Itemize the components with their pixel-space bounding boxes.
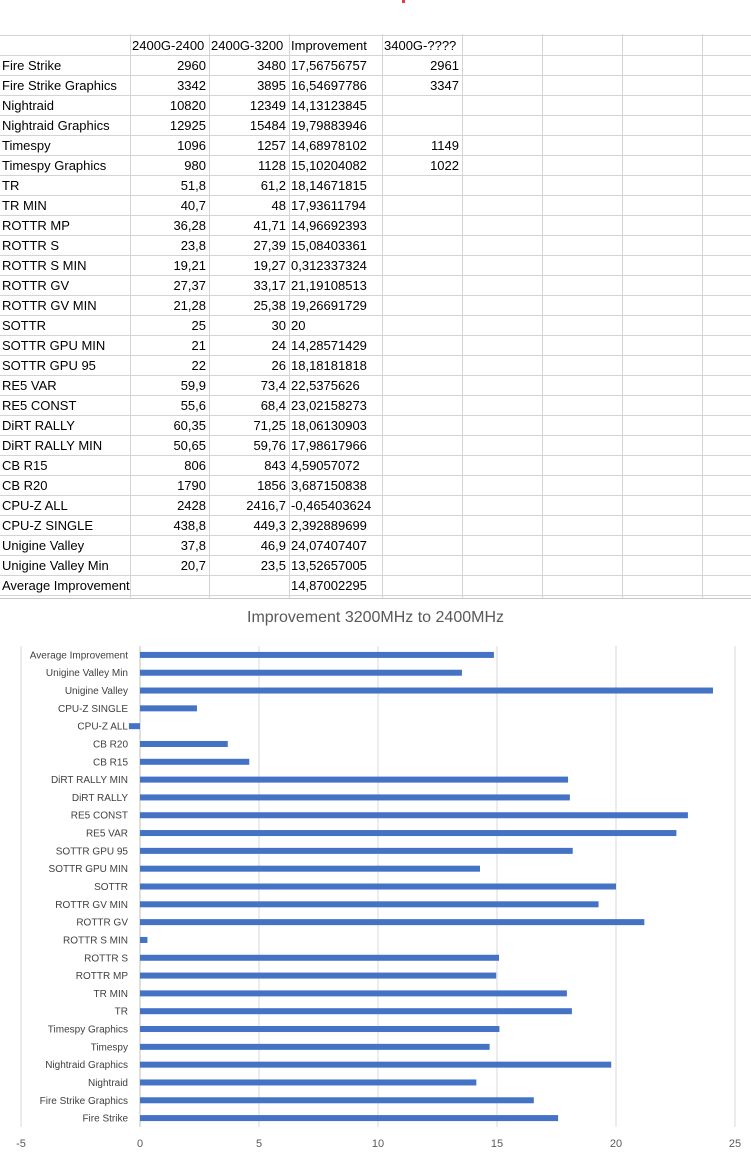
table-cell[interactable]: 0,312337324 [291,258,367,273]
row-label[interactable]: SOTTR GPU 95 [2,358,96,373]
table-cell[interactable]: 55,6 [180,398,206,413]
table-cell[interactable]: 14,96692393 [291,218,367,233]
table-cell[interactable]: -0,465403624 [291,498,372,513]
table-cell[interactable]: 59,9 [180,378,206,393]
table-cell[interactable]: 10820 [169,98,206,113]
row-label[interactable]: Fire Strike [2,58,62,73]
bar[interactable] [140,688,713,694]
bar[interactable] [140,705,197,711]
category-label: CB R20 [92,739,128,751]
column-header[interactable]: Improvement [291,38,367,53]
x-tick-label: -5 [16,1138,26,1150]
table-cell[interactable]: 21 [191,338,206,353]
table-cell[interactable]: 3347 [430,78,459,93]
row-label[interactable]: Timespy [2,138,51,153]
table-cell[interactable]: 1149 [431,138,459,153]
row-label[interactable]: ROTTR GV [2,278,70,293]
bar[interactable] [140,990,567,996]
category-label: RE5 CONST [70,810,128,822]
table-cell[interactable]: 3342 [177,78,206,93]
category-label: DiRT RALLY MIN [50,775,128,787]
table-cell[interactable]: 19,79883946 [291,118,367,133]
table-cell[interactable]: 60,35 [173,418,206,433]
bar[interactable] [129,723,140,729]
table-cell[interactable]: 46,9 [260,538,286,553]
bar[interactable] [140,955,499,961]
chart-title: Improvement 3200MHz to 2400MHz [247,609,504,626]
row-label[interactable]: TR [2,178,20,193]
table-cell[interactable]: 68,4 [260,398,286,413]
table-cell[interactable]: 18,18181818 [291,358,367,373]
table-cell[interactable]: 71,25 [253,418,286,433]
table-cell[interactable]: 2416,7 [246,498,286,513]
grid-column-line [462,34,463,598]
row-label[interactable]: Average Improvement [2,578,130,593]
bar[interactable] [140,901,599,907]
row-label[interactable]: Unigine Valley [2,538,85,553]
bar[interactable] [140,884,616,890]
table-cell[interactable]: 26 [271,358,286,373]
table-cell[interactable]: 50,65 [173,438,206,453]
row-label[interactable]: DiRT RALLY [2,418,75,433]
table-cell[interactable]: 19,26691729 [291,298,367,313]
table-cell[interactable]: 24 [271,338,286,353]
table-cell[interactable]: 17,93611794 [291,198,366,213]
table-cell[interactable]: 1856 [257,478,286,493]
row-label[interactable]: Fire Strike Graphics [2,78,117,93]
category-label: Fire Strike Graphics [39,1095,128,1107]
row-label[interactable]: Nightraid [2,98,55,113]
category-label: ROTTR S MIN [63,935,128,947]
category-label: ROTTR MP [75,971,128,983]
row-label[interactable]: DiRT RALLY MIN [2,438,103,453]
table-cell[interactable]: 3895 [257,78,286,93]
bar[interactable] [140,812,688,818]
table-cell[interactable]: 15,10204082 [291,158,367,173]
table-cell[interactable]: 33,17 [253,278,286,293]
bar[interactable] [140,1008,572,1014]
table-cell[interactable]: 18,06130903 [291,418,367,433]
category-label: CPU-Z SINGLE [57,703,128,715]
table-cell[interactable]: 843 [264,458,286,473]
category-label: SOTTR [94,882,128,893]
table-cell[interactable]: 1128 [258,158,286,173]
category-label: ROTTR GV [76,917,128,929]
bar[interactable] [140,741,228,747]
table-cell[interactable]: 59,76 [253,438,286,453]
table-cell[interactable]: 438,8 [173,518,206,533]
row-label[interactable]: RE5 CONST [2,398,77,413]
category-label: ROTTR S [84,953,128,965]
row-label[interactable]: CB R15 [2,458,48,473]
table-cell[interactable]: 14,87002295 [291,578,367,593]
bar[interactable] [140,973,496,979]
table-cell[interactable]: 14,28571429 [291,338,367,353]
row-label[interactable]: CPU-Z SINGLE [2,518,94,533]
table-cell[interactable]: 4,59057072 [291,458,360,473]
category-label: DiRT RALLY [71,792,128,804]
category-label: Nightraid [87,1077,128,1089]
red-dot-marker [402,0,405,3]
table-cell[interactable]: 1790 [177,478,206,493]
table-cell[interactable]: 15484 [249,118,286,133]
category-label: Fire Strike [82,1113,128,1125]
table-cell[interactable]: 61,2 [260,178,286,193]
table-cell[interactable]: 20,7 [180,558,206,573]
table-cell[interactable]: 40,7 [180,198,206,213]
table-cell[interactable]: 3,687150838 [291,478,367,493]
category-label: SOTTR GPU MIN [48,864,128,876]
table-cell[interactable]: 21,19108513 [291,278,367,293]
category-label: CB R15 [92,757,128,769]
row-label[interactable]: Nightraid Graphics [2,118,110,133]
table-cell[interactable]: 2960 [177,58,206,73]
row-label[interactable]: RE5 VAR [2,378,57,393]
x-tick-label: 0 [136,1138,144,1150]
table-cell[interactable]: 980 [184,158,206,173]
table-cell[interactable]: 12925 [169,118,206,133]
bar[interactable] [140,1062,611,1068]
row-label[interactable]: SOTTR GPU MIN [2,338,106,353]
table-cell[interactable]: 24,07407407 [291,538,367,553]
table-cell[interactable]: 19,21 [173,258,206,273]
table-cell[interactable]: 21,28 [173,298,206,313]
category-label: Unigine Valley Min [45,668,128,680]
row-label[interactable]: ROTTR S [2,238,60,253]
bar[interactable] [140,830,676,836]
category-label: TR [114,1006,128,1018]
row-label[interactable]: Unigine Valley Min [2,558,109,573]
grid-column-line [542,34,543,598]
table-cell[interactable]: 16,54697786 [291,78,367,93]
table-cell[interactable]: 14,68978102 [291,138,367,153]
category-label: RE5 VAR [85,828,128,840]
table-cell[interactable]: 15,08403361 [291,238,367,253]
column-header[interactable]: 3400G-???? [384,38,457,53]
x-tick-label: 5 [255,1138,263,1150]
column-header[interactable]: 2400G-3200 [211,38,284,53]
category-label: Average Improvement [29,650,128,662]
table-cell[interactable]: 1257 [257,138,286,153]
category-label: Timespy [90,1042,128,1054]
bar[interactable] [140,848,573,854]
row-label[interactable]: ROTTR GV MIN [2,298,97,313]
table-cell[interactable]: 19,27 [253,258,286,273]
bar[interactable] [140,1097,534,1103]
table-cell[interactable]: 41,71 [253,218,286,233]
table-cell[interactable]: 449,3 [253,518,286,533]
bar-chart [0,598,751,1161]
bar[interactable] [140,670,462,676]
table-cell[interactable]: 2961 [430,58,459,73]
table-cell[interactable]: 18,14671815 [291,178,367,193]
row-label[interactable]: SOTTR [2,318,47,333]
bar[interactable] [140,652,494,658]
x-tick-label: 15 [490,1138,504,1150]
grid-column-line [289,34,290,598]
table-cell[interactable]: 48 [271,198,286,213]
chart-plot [0,599,751,1161]
grid-column-line [382,34,383,598]
category-label: TR MIN [93,988,128,1000]
bar[interactable] [140,866,480,872]
grid-column-line [622,34,623,598]
row-label[interactable]: CB R20 [2,478,48,493]
table-cell[interactable]: 1096 [177,138,206,153]
row-label[interactable]: CPU-Z ALL [2,498,68,513]
table-cell[interactable]: 30 [271,318,286,333]
table-cell[interactable]: 22 [191,358,206,373]
category-label: Nightraid Graphics [45,1060,128,1072]
category-label: SOTTR GPU 95 [55,846,128,858]
row-label[interactable]: ROTTR MP [2,218,70,233]
grid-column-line [702,34,703,598]
table-cell[interactable]: 17,98617966 [291,438,367,453]
bar[interactable] [140,1044,490,1050]
row-label[interactable]: Timespy Graphics [2,158,107,173]
table-cell[interactable]: 13,52657005 [291,558,367,573]
row-label[interactable]: ROTTR S MIN [2,258,87,273]
table-cell[interactable]: 3480 [257,58,286,73]
table-cell[interactable]: 12349 [249,98,286,113]
table-cell[interactable]: 2,392889699 [291,518,367,533]
table-cell[interactable]: 25,38 [253,298,286,313]
table-cell[interactable]: 36,28 [173,218,206,233]
table-cell[interactable]: 22,5375626 [291,378,360,393]
bar[interactable] [140,937,147,943]
x-tick-label: 20 [609,1138,623,1150]
table-cell[interactable]: 51,8 [180,178,206,193]
bar[interactable] [140,919,644,925]
bar[interactable] [140,759,249,765]
category-label: Timespy Graphics [47,1024,128,1036]
x-tick-label: 25 [728,1138,742,1150]
row-label[interactable]: TR MIN [2,198,47,213]
table-cell[interactable]: 25 [191,318,206,333]
column-header[interactable]: 2400G-2400 [132,38,205,53]
table-cell[interactable]: 23,02158273 [291,398,367,413]
bar[interactable] [140,1079,476,1085]
bar[interactable] [140,1115,558,1121]
table-cell[interactable]: 27,37 [173,278,206,293]
bar[interactable] [140,794,570,800]
table-cell[interactable]: 23,5 [260,558,286,573]
bar[interactable] [140,1026,499,1032]
table-cell[interactable]: 73,4 [260,378,286,393]
table-cell[interactable]: 37,8 [180,538,206,553]
table-cell[interactable]: 2428 [177,498,206,513]
table-cell[interactable]: 14,13123845 [291,98,367,113]
category-label: Unigine Valley [64,686,128,698]
category-label: CPU-Z ALL [77,721,128,733]
table-cell[interactable]: 17,56756757 [291,58,367,73]
table-cell[interactable]: 27,39 [253,238,286,253]
bar[interactable] [140,777,568,783]
table-cell[interactable]: 1022 [430,158,459,173]
table-cell[interactable]: 20 [291,318,306,333]
table-cell[interactable]: 23,8 [180,238,206,253]
category-label: ROTTR GV MIN [55,899,128,911]
table-cell[interactable]: 806 [184,458,206,473]
x-tick-label: 10 [371,1138,385,1150]
